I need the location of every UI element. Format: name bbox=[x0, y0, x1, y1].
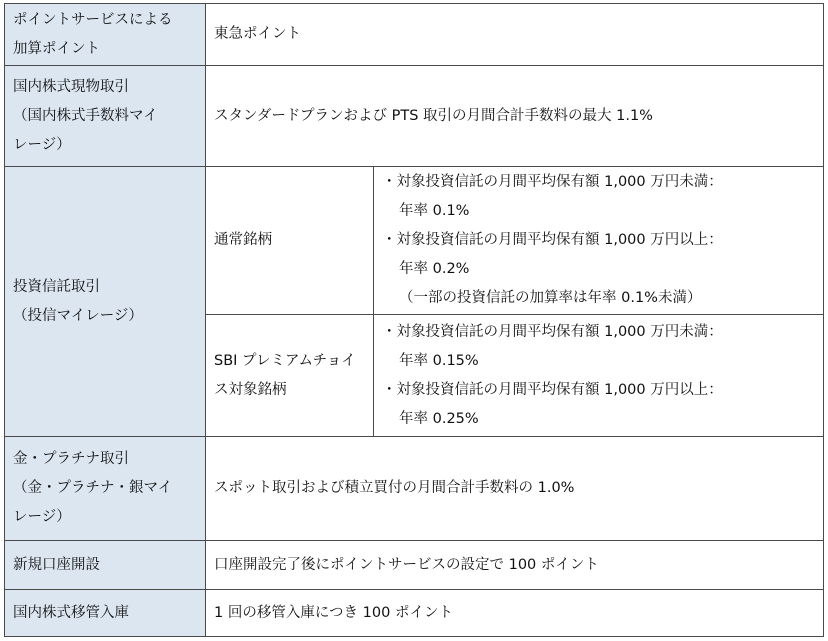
row-header-line: ポイントサービスによる bbox=[13, 11, 173, 28]
row-value-transfer bbox=[206, 590, 824, 637]
fund-type-label: ス対象銘柄 bbox=[214, 381, 287, 398]
row-header-line: 国内株式現物取引 bbox=[13, 78, 129, 95]
fund-normal-name bbox=[206, 167, 374, 315]
table-row bbox=[5, 66, 824, 167]
row-header-line: レージ） bbox=[13, 509, 71, 525]
row-header-line: 加算ポイント bbox=[13, 40, 100, 57]
table-row bbox=[5, 167, 824, 315]
fund-type-label: 通常銘柄 bbox=[214, 232, 272, 248]
detail-line: ・対象投資信託の月間平均保有額 1,000 万円未満： bbox=[382, 174, 723, 190]
row-header-line: レージ） bbox=[13, 136, 71, 153]
table-row bbox=[5, 590, 824, 637]
row-header-stock bbox=[5, 66, 206, 167]
row-header-line: （投信マイレージ） bbox=[13, 307, 143, 324]
row-value-text: 1 回の移管入庫につき 100 ポイント bbox=[214, 604, 453, 621]
row-value-text: スタンダードプランおよび PTS 取引の月間合計手数料の最大 1.1% bbox=[214, 107, 653, 124]
row-header-gold bbox=[5, 437, 206, 541]
detail-line: 年率 0.2% bbox=[399, 261, 470, 277]
row-header-line: 金・プラチナ取引 bbox=[13, 451, 129, 467]
row-value-text: 口座開設完了後にポイントサービスの設定で 100 ポイント bbox=[214, 556, 599, 573]
row-value-open bbox=[206, 541, 824, 590]
row-header-line: 新規口座開設 bbox=[13, 556, 100, 573]
detail-line: 年率 0.15% bbox=[399, 352, 479, 369]
fund-normal-detail bbox=[374, 167, 824, 315]
row-value-text: スポット取引および積立買付の月間合計手数料の 1.0% bbox=[214, 480, 575, 496]
table-row bbox=[5, 4, 824, 66]
fund-premium-detail bbox=[374, 315, 824, 437]
row-header-line: （国内株式手数料マイ bbox=[13, 107, 158, 124]
detail-line: （一部の投資信託の加算率は年率 0.1%未満） bbox=[399, 290, 702, 306]
table-row bbox=[5, 541, 824, 590]
row-value-service bbox=[206, 4, 824, 66]
row-header-line: 国内株式移管入庫 bbox=[13, 604, 129, 621]
row-header-fund bbox=[5, 167, 206, 437]
detail-line: 年率 0.25% bbox=[399, 410, 479, 427]
fund-premium-name bbox=[206, 315, 374, 437]
row-header-line: 投資信託取引 bbox=[13, 278, 100, 295]
detail-line: 年率 0.1% bbox=[399, 203, 470, 219]
detail-line: ・対象投資信託の月間平均保有額 1,000 万円未満： bbox=[382, 323, 723, 340]
points-table bbox=[4, 3, 824, 637]
row-value-stock bbox=[206, 66, 824, 167]
row-header-open bbox=[5, 541, 206, 590]
row-header-service bbox=[5, 4, 206, 66]
detail-line: ・対象投資信託の月間平均保有額 1,000 万円以上： bbox=[382, 381, 723, 398]
row-header-transfer bbox=[5, 590, 206, 637]
detail-line: ・対象投資信託の月間平均保有額 1,000 万円以上： bbox=[382, 232, 723, 248]
fund-type-label: SBI プレミアムチョイ bbox=[214, 352, 356, 369]
row-value-text: 東急ポイント bbox=[214, 26, 301, 42]
table-row bbox=[5, 437, 824, 541]
row-header-line: （金・プラチナ・銀マイ bbox=[13, 480, 173, 496]
row-value-gold bbox=[206, 437, 824, 541]
